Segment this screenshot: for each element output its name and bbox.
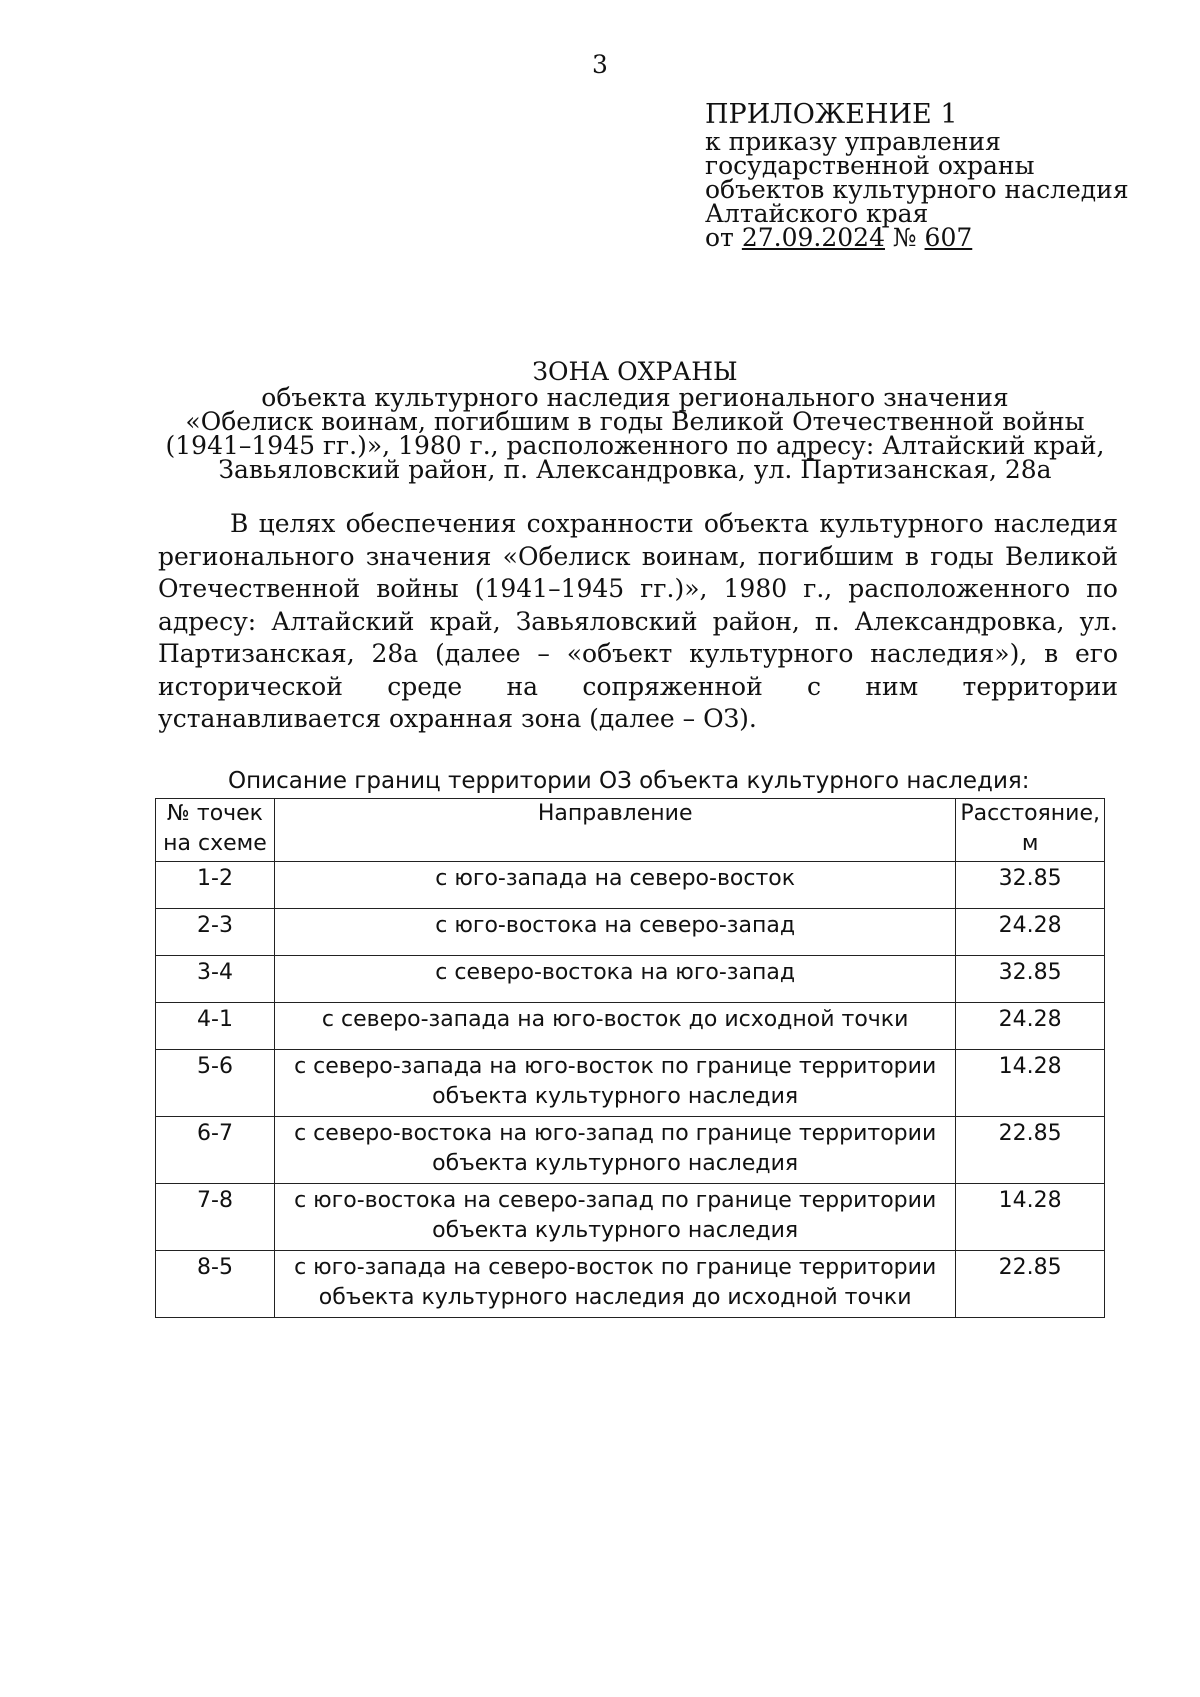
appendix-line: государственной охраны xyxy=(705,151,1035,180)
cell-distance: 22.85 xyxy=(956,1117,1105,1184)
cell-distance: 14.28 xyxy=(956,1050,1105,1117)
cell-points: 5-6 xyxy=(156,1050,275,1117)
body-paragraph: В целях обеспечения сохранности объекта культурного наследия регионального значения «Обелиск воинам, погибшим в годы Великой Отечественной войны (1941–1945 гг.)», 1980 г., расположенного по адресу: Алтайский край, Завьяловский район, п. Александровка, ул. Партизанская, 28а (далее – «объект культурного наследия»), в его исторической среде на сопряженной с ним территории устанавливается охранная зона (далее – ОЗ). xyxy=(158,509,1118,733)
table-row xyxy=(156,862,1105,909)
cell-distance: 14.28 xyxy=(956,1184,1105,1251)
table-header-row xyxy=(156,799,1105,862)
cell-direction xyxy=(275,862,956,909)
cell-points: 7-8 xyxy=(156,1184,275,1251)
appendix-line: объектов культурного наследия xyxy=(705,175,1129,204)
cell-points: 2-3 xyxy=(156,909,275,956)
cell-direction xyxy=(275,1251,956,1318)
direction-line: с северо-запада на юго-восток до исходной точки xyxy=(321,1007,909,1032)
cell-distance: 24.28 xyxy=(956,909,1105,956)
cell-points: 6-7 xyxy=(156,1117,275,1184)
cell-direction xyxy=(275,1003,956,1050)
direction-line: с северо-востока на юго-запад xyxy=(435,960,796,985)
direction-line: с юго-запада на северо-восток по границе территории xyxy=(294,1255,937,1280)
table-row xyxy=(156,1003,1105,1050)
cell-direction xyxy=(275,1050,956,1117)
cell-direction xyxy=(275,1184,956,1251)
cell-direction xyxy=(275,956,956,1003)
header-points-line1: № точек xyxy=(167,801,263,826)
table-row xyxy=(156,909,1105,956)
cell-points: 4-1 xyxy=(156,1003,275,1050)
table-caption: Описание границ территории ОЗ объекта культурного наследия: xyxy=(228,768,1030,794)
cell-direction xyxy=(275,909,956,956)
table-row xyxy=(156,956,1105,1003)
cell-distance: 24.28 xyxy=(956,1003,1105,1050)
header-points-line2: на схеме xyxy=(163,831,267,856)
table-row xyxy=(156,1117,1105,1184)
appendix-line: Алтайского края xyxy=(705,199,929,228)
title-line: Завьяловский район, п. Александровка, ул. Партизанская, 28а xyxy=(218,455,1052,484)
cell-distance: 32.85 xyxy=(956,862,1105,909)
number-prefix: № xyxy=(884,223,925,252)
title-line: объекта культурного наследия регионального значения xyxy=(261,383,1009,412)
direction-line: с юго-востока на северо-запад по границе территории xyxy=(294,1188,937,1213)
direction-line: объекта культурного наследия xyxy=(432,1218,799,1243)
appendix-header xyxy=(705,100,1129,250)
direction-line: объекта культурного наследия xyxy=(432,1151,799,1176)
order-number: 607 xyxy=(924,223,973,252)
direction-line: объекта культурного наследия xyxy=(432,1084,799,1109)
title-line: (1941–1945 гг.)», 1980 г., расположенного по адресу: Алтайский край, xyxy=(165,431,1105,460)
title-main: ЗОНА ОХРАНЫ xyxy=(532,357,738,386)
cell-points: 1-2 xyxy=(156,862,275,909)
document-title xyxy=(130,358,1140,482)
direction-line: с юго-востока на северо-запад xyxy=(435,913,796,938)
appendix-line: к приказу управления xyxy=(705,127,1001,156)
title-line: «Обелиск воинам, погибшим в годы Великой Отечественной войны xyxy=(185,407,1085,436)
direction-line: с северо-востока на юго-запад по границе территории xyxy=(294,1121,937,1146)
header-points xyxy=(156,799,275,862)
cell-direction xyxy=(275,1117,956,1184)
date-prefix: от xyxy=(705,223,742,252)
header-distance-line1: Расстояние, xyxy=(960,801,1100,826)
header-distance-line2: м xyxy=(1021,831,1039,856)
header-distance xyxy=(956,799,1105,862)
header-direction: Направление xyxy=(275,799,956,862)
appendix-heading: ПРИЛОЖЕНИЕ 1 xyxy=(705,99,958,130)
cell-points: 8-5 xyxy=(156,1251,275,1318)
cell-points: 3-4 xyxy=(156,956,275,1003)
table-row xyxy=(156,1184,1105,1251)
appendix-order-ref xyxy=(705,223,1129,252)
page-number: 3 xyxy=(592,50,608,79)
direction-line: с юго-запада на северо-восток xyxy=(435,866,796,891)
table-row xyxy=(156,1251,1105,1318)
table-row xyxy=(156,1050,1105,1117)
direction-line: объекта культурного наследия до исходной точки xyxy=(318,1285,912,1310)
direction-line: с северо-запада на юго-восток по границе территории xyxy=(294,1054,937,1079)
order-date: 27.09.2024 xyxy=(741,223,885,252)
boundary-table xyxy=(155,798,1105,1318)
cell-distance: 32.85 xyxy=(956,956,1105,1003)
cell-distance: 22.85 xyxy=(956,1251,1105,1318)
